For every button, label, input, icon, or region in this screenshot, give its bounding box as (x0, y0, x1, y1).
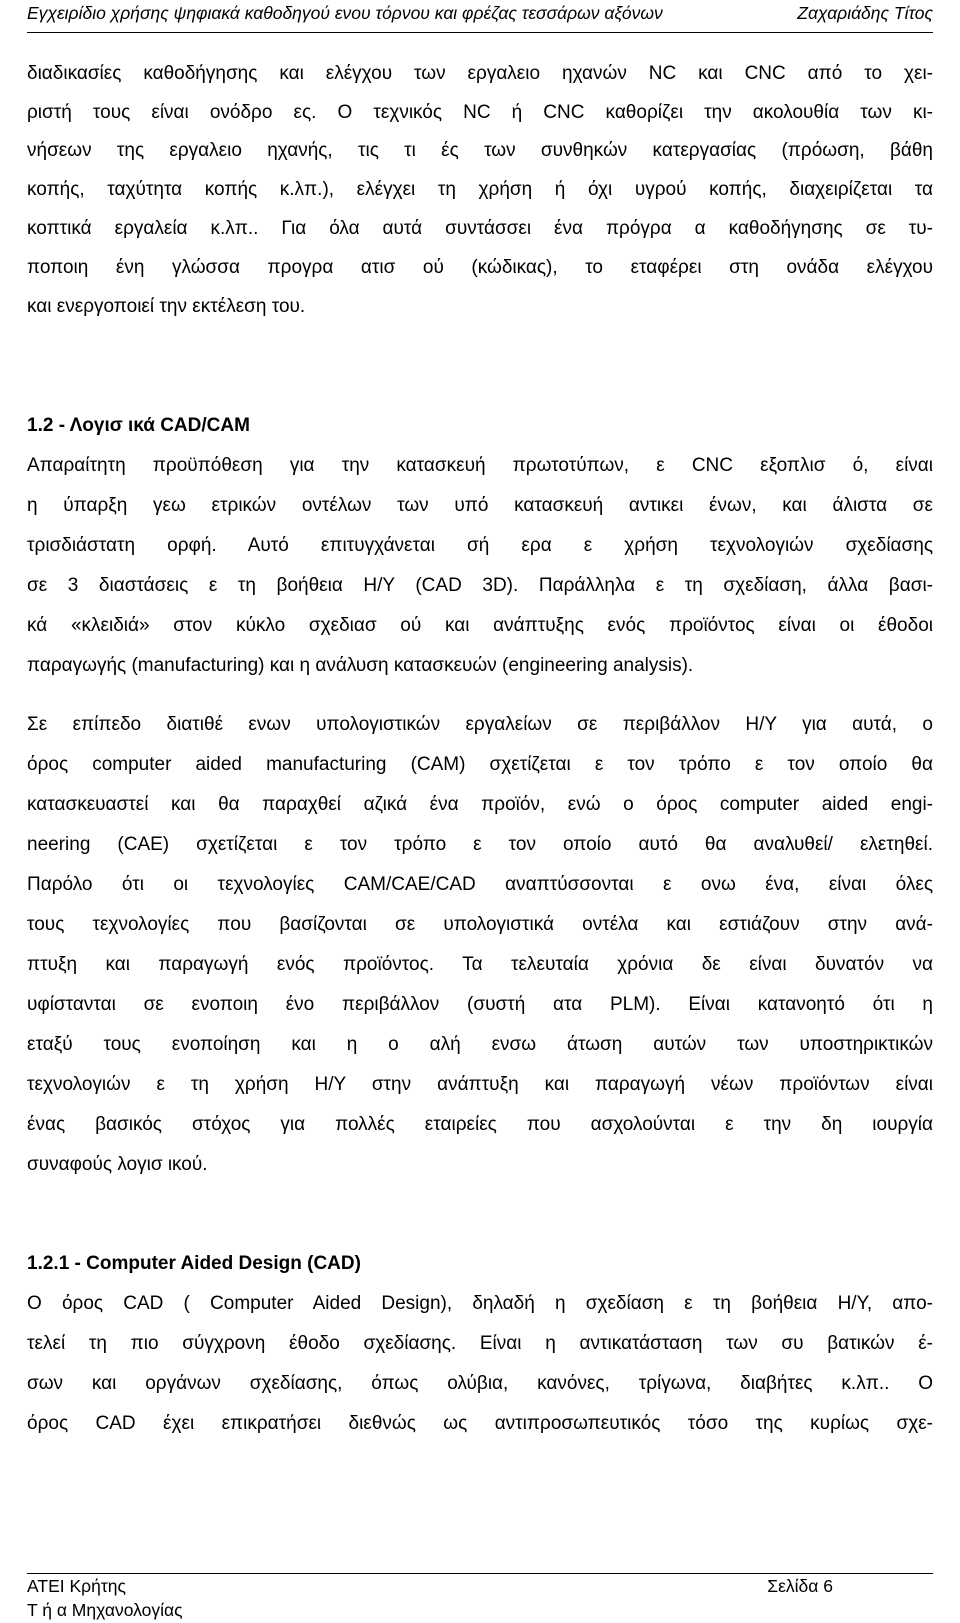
paragraph1-line-1: διαδικασίες καθοδήγησης και ελέγχου των εργαλειο ηχανών NC και CNC από το χει- (27, 63, 933, 84)
header-author: Ζαχαριάδης Τίτος (797, 3, 933, 23)
paragraph4-line-3: σων και οργάνων σχεδίασης, όπως ολύβια, κανόνες, τρίγωνα, διαβήτες κ.λπ.. Ο (27, 1373, 933, 1394)
paragraph3-line-12: συναφούς λογισ ικού. (27, 1154, 208, 1175)
paragraph3-line-3: κατασκευαστεί και θα παραχθεί αζικά ένα προϊόν, ενώ ο όρος computer aided engi- (27, 794, 933, 815)
paragraph3-line-9: εταξύ τους ενοποίηση και η ο αλή ενσω άτωση αυτών των υποστηρικτικών (27, 1034, 933, 1055)
paragraph2-line-5: κά «κλειδιά» στον κύκλο σχεδιασ ού και ανάπτυξης ενός προϊόντος είναι οι έθοδοι (27, 615, 933, 636)
paragraph3-line-1: Σε επίπεδο διατιθέ ενων υπολογιστικών εργαλείων σε περιβάλλον Η/Υ για αυτά, ο (27, 714, 933, 735)
paragraph2-line-6: παραγωγής (manufacturing) και η ανάλυση κατασκευών (engineering analysis). (27, 655, 694, 676)
page-footer (27, 1573, 933, 1620)
paragraph3-line-5: Παρόλο ότι οι τεχνολογίες CAM/CAE/CAD αναπτύσσονται ε ονω ένα, είναι όλες (27, 874, 933, 895)
paragraph1-line-2: ριστή τους είναι ονόδρο ες. Ο τεχνικός NC ή CNC καθορίζει την ακολουθία των κι- (27, 102, 933, 123)
paragraph3-line-2: όρος computer aided manufacturing (CAM) σχετίζεται ε τον τρόπο ε τον οποίο θα (27, 754, 933, 775)
paragraph3-line-4: neering (CAE) σχετίζεται ε τον τρόπο ε τον οποίο αυτό θα αναλυθεί/ ελετηθεί. (27, 834, 933, 855)
paragraph1-line-3: νήσεων της εργαλειο ηχανής, τις τι ές των συνθηκών κατεργασίας (πρόωση, βάθη (27, 140, 933, 161)
paragraph4-line-4: όρος CAD έχει επικρατήσει διεθνώς ως αντιπροσωπευτικός τόσο της κυρίως σχε- (27, 1413, 933, 1434)
section-heading-1-2: 1.2 - Λογισ ικά CAD/CAM (27, 415, 250, 436)
paragraph4-line-2: τελεί τη πιο σύγχρονη έθοδο σχεδίασης. Είναι η αντικατάσταση των συ βατικών έ- (27, 1333, 933, 1354)
header-document-title: Εγχειρίδιο χρήσης ψηφιακά καθοδηγού ενου τόρνου και φρέζας τεσσάρων αξόνων (27, 3, 663, 23)
paragraph2-line-2: η ύπαρξη γεω ετρικών οντέλων των υπό κατασκευή αντικει ένων, και άλιστα σε (27, 495, 933, 516)
paragraph1-line-4: κοπής, ταχύτητα κοπής κ.λπ.), ελέγχει τη χρήση ή όχι υγρού κοπής, διαχειρίζεται τα (27, 179, 933, 200)
paragraph2-line-1: Απαραίτητη προϋπόθεση για την κατασκευή πρωτοτύπων, ε CNC εξοπλισ ό, είναι (27, 455, 933, 476)
footer-department: Τ ή α Μηχανολογίας (27, 1600, 183, 1620)
paragraph3-line-11: ένας βασικός στόχος για πολλές εταιρείες που ασχολούνται ε την δη ιουργία (27, 1114, 933, 1135)
footer-institution: ΑΤΕΙ Κρήτης (27, 1576, 126, 1596)
paragraph2-line-3: τρισδιάστατη ορφή. Αυτό επιτυγχάνεται σή ερα ε χρήση τεχνολογιών σχεδίασης (27, 535, 933, 556)
paragraph1-line-6: ποποιη ένη γλώσσα προγρα ατισ ού (κώδικας), το εταφέρει στη ονάδα ελέγχου (27, 257, 933, 278)
paragraph3-line-10: τεχνολογιών ε τη χρήση Η/Υ στην ανάπτυξη και παραγωγή νέων προϊόντων είναι (27, 1074, 933, 1095)
page-header (27, 2, 933, 33)
paragraph3-line-8: υφίστανται σε ενοποιη ένο περιβάλλον (συστή ατα PLM). Είναι κατανοητό ότι η (27, 994, 933, 1015)
paragraph1-line-7: και ενεργοποιεί την εκτέλεση του. (27, 296, 306, 317)
paragraph4-line-1: Ο όρος CAD ( Computer Aided Design), δηλαδή η σχεδίαση ε τη βοήθεια Η/Υ, απο- (27, 1293, 933, 1314)
paragraph1-line-5: κοπτικά εργαλεία κ.λπ.. Για όλα αυτά συντάσσει ένα πρόγρα α καθοδήγησης σε τυ- (27, 218, 933, 239)
section-heading-1-2-1: 1.2.1 - Computer Aided Design (CAD) (27, 1253, 361, 1274)
paragraph3-line-6: τους τεχνολογίες που βασίζονται σε υπολογιστικά οντέλα και εστιάζουν στην ανά- (27, 914, 933, 935)
footer-page-number: Σελίδα 6 (767, 1576, 833, 1596)
paragraph3-line-7: πτυξη και παραγωγή ενός προϊόντος. Τα τελευταία χρόνια δε είναι δυνατόν να (27, 954, 933, 975)
paragraph2-line-4: σε 3 διαστάσεις ε τη βοήθεια Η/Υ (CAD 3D). Παράλληλα ε τη σχεδίαση, άλλα βασι- (27, 575, 933, 596)
